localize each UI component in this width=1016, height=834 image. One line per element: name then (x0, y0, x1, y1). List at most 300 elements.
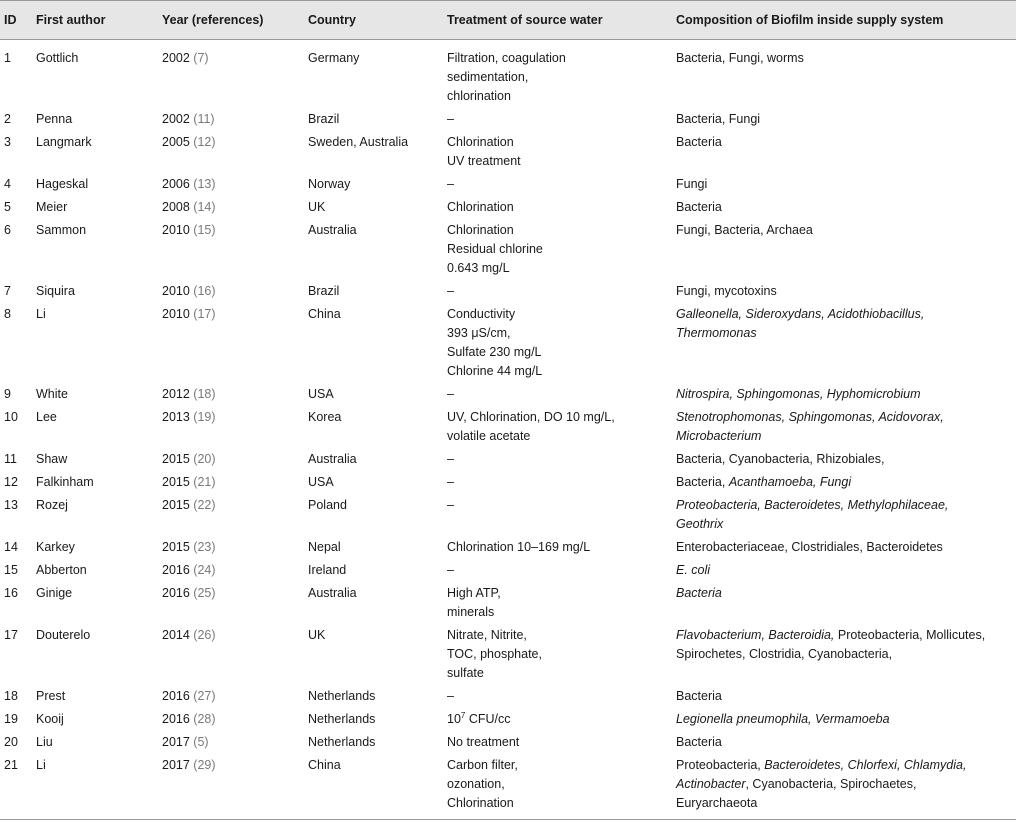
treatment-text: Conductivity (447, 307, 516, 321)
treatment-text: – (447, 452, 454, 466)
cell-treatment (443, 708, 672, 731)
reference-link: (20) (189, 452, 216, 466)
composition-text: Microbacterium (676, 429, 762, 443)
composition-line (676, 733, 1012, 752)
composition-line (676, 756, 1012, 775)
reference-link: (16) (189, 284, 216, 298)
cell-first-author: Shaw (36, 452, 68, 466)
treatment-line (447, 152, 668, 171)
cell-treatment (443, 131, 672, 173)
treatment-line (447, 198, 668, 217)
composition-text: Fungi, mycotoxins (676, 284, 777, 298)
treatment-text: Carbon filter, (447, 758, 518, 772)
composition-text: E. coli (676, 563, 711, 577)
cell-year (158, 731, 304, 754)
cell-country: Brazil (308, 284, 340, 298)
cell-year (158, 471, 304, 494)
year-value: 2014 (162, 628, 190, 642)
composition-line (676, 473, 1012, 492)
cell-treatment (443, 536, 672, 559)
cell-id: 10 (4, 410, 18, 424)
composition-text: Bacteria (676, 135, 722, 149)
year-value: 2013 (162, 410, 190, 424)
treatment-line (447, 240, 668, 259)
cell-country: Brazil (308, 112, 340, 126)
reference-link: (25) (189, 586, 216, 600)
header-treatment: Treatment of source water (443, 1, 672, 40)
composition-text: Fungi (676, 177, 708, 191)
composition-text: Fungi, Bacteria, Archaea (676, 223, 813, 237)
cell-composition (672, 303, 1016, 383)
treatment-text: Nitrate, Nitrite, (447, 628, 527, 642)
header-id: ID (0, 1, 32, 40)
header-year-references: Year (references) (158, 1, 304, 40)
treatment-text: Sulfate 230 mg/L (447, 345, 542, 359)
treatment-line (447, 496, 668, 515)
cell-treatment (443, 383, 672, 406)
treatment-text: 0.643 mg/L (447, 261, 510, 275)
reference-link: (22) (189, 498, 216, 512)
cell-composition (672, 108, 1016, 131)
cell-id: 12 (4, 475, 18, 489)
table-row (0, 219, 1016, 280)
treatment-line (447, 584, 668, 603)
treatment-line (447, 68, 668, 87)
composition-line (676, 710, 1012, 729)
cell-composition (672, 559, 1016, 582)
treatment-text: 10 (447, 712, 461, 726)
treatment-line (447, 343, 668, 362)
cell-id: 13 (4, 498, 18, 512)
cell-year (158, 196, 304, 219)
cell-id: 21 (0, 754, 32, 820)
cell-treatment (443, 173, 672, 196)
cell-country: Ireland (308, 563, 347, 577)
cell-id: 19 (4, 712, 18, 726)
treatment-line (447, 775, 668, 794)
treatment-line (447, 473, 668, 492)
table-row (0, 494, 1016, 536)
treatment-text: CFU/cc (465, 712, 511, 726)
cell-country: Germany (308, 51, 360, 65)
cell-treatment (443, 494, 672, 536)
composition-line (676, 175, 1012, 194)
header-first-author: First author (32, 1, 158, 40)
treatment-text: – (447, 284, 454, 298)
treatment-text: sedimentation, (447, 70, 529, 84)
cell-composition (672, 471, 1016, 494)
year-value: 2015 (162, 498, 190, 512)
composition-line (676, 385, 1012, 404)
treatment-text: UV treatment (447, 154, 521, 168)
cell-first-author: Karkey (36, 540, 75, 554)
cell-composition (672, 731, 1016, 754)
cell-treatment (443, 196, 672, 219)
cell-first-author: Langmark (36, 135, 92, 149)
composition-text: Proteobacteria, Mollicutes, (834, 628, 986, 642)
header-row (0, 1, 1016, 40)
cell-year (158, 40, 304, 109)
reference-link: (11) (189, 112, 215, 126)
table-row (0, 582, 1016, 624)
composition-line (676, 626, 1012, 645)
header-country: Country (304, 1, 443, 40)
table-row (0, 708, 1016, 731)
reference-link: (13) (189, 177, 216, 191)
reference-link: (23) (189, 540, 216, 554)
cell-country: Nepal (308, 540, 341, 554)
reference-link: (24) (189, 563, 216, 577)
reference-link: (19) (189, 410, 216, 424)
cell-first-author: Rozej (36, 498, 68, 512)
composition-text: Enterobacteriaceae, Clostridiales, Bacteroidetes (676, 540, 943, 554)
composition-text: Bacteria (676, 735, 722, 749)
composition-line (676, 49, 1012, 68)
composition-line (676, 496, 1012, 515)
treatment-text: – (447, 112, 454, 126)
cell-country: Australia (308, 223, 357, 237)
reference-link: (18) (189, 387, 216, 401)
cell-first-author: Li (32, 754, 158, 820)
cell-year (158, 624, 304, 685)
treatment-line (447, 110, 668, 129)
cell-country: UK (308, 628, 326, 642)
cell-year (158, 448, 304, 471)
treatment-line (447, 450, 668, 469)
reference-link: (15) (189, 223, 216, 237)
cell-id: 17 (4, 628, 18, 642)
cell-composition (672, 196, 1016, 219)
cell-first-author: Siquira (36, 284, 75, 298)
cell-country: Netherlands (308, 712, 376, 726)
cell-country: Australia (308, 452, 357, 466)
treatment-text: UV, Chlorination, DO 10 mg/L, (447, 410, 615, 424)
composition-text: Bacteroidetes, Chlorfexi, Chlamydia, (764, 758, 967, 772)
cell-country: Netherlands (308, 689, 376, 703)
cell-id: 3 (4, 135, 11, 149)
cell-treatment (443, 754, 672, 820)
cell-year (158, 383, 304, 406)
composition-line (676, 324, 1012, 343)
composition-text: Proteobacteria, Bacteroidetes, Methylophilaceae, (676, 498, 949, 512)
cell-composition (672, 40, 1016, 109)
treatment-text: – (447, 387, 454, 401)
cell-treatment (443, 471, 672, 494)
composition-line (676, 687, 1012, 706)
table-row (0, 40, 1016, 109)
treatment-line (447, 733, 668, 752)
composition-text: Nitrospira, Sphingomonas, Hyphomicrobium (676, 387, 921, 401)
year-value: 2010 (162, 284, 190, 298)
composition-line (676, 305, 1012, 324)
cell-treatment (443, 731, 672, 754)
cell-year (158, 708, 304, 731)
cell-id: 7 (4, 284, 11, 298)
composition-text: Bacteria (676, 200, 722, 214)
reference-link: (12) (189, 135, 216, 149)
cell-treatment (443, 559, 672, 582)
reference-link: (21) (189, 475, 216, 489)
cell-id: 16 (4, 586, 18, 600)
composition-line (676, 110, 1012, 129)
year-value: 2015 (162, 452, 190, 466)
cell-country: China (308, 307, 341, 321)
year-value: 2016 (162, 586, 190, 600)
cell-composition (672, 448, 1016, 471)
cell-id: 9 (4, 387, 11, 401)
cell-year (158, 173, 304, 196)
cell-id: 14 (4, 540, 18, 554)
cell-id: 1 (4, 51, 11, 65)
composition-text: Actinobacter (676, 777, 746, 791)
composition-line (676, 794, 1012, 813)
year-value: 2015 (162, 540, 190, 554)
cell-composition (672, 536, 1016, 559)
treatment-text: sulfate (447, 666, 484, 680)
composition-text: Acanthamoeba, Fungi (728, 475, 852, 489)
cell-first-author: Kooij (36, 712, 64, 726)
treatment-line (447, 385, 668, 404)
reference-link: (27) (189, 689, 216, 703)
treatment-text: 7 (460, 710, 466, 720)
treatment-line (447, 408, 668, 427)
treatment-line (447, 175, 668, 194)
treatment-line (447, 427, 668, 446)
treatment-text: – (447, 177, 454, 191)
treatment-line (447, 282, 668, 301)
year-value: 2012 (162, 387, 190, 401)
treatment-line (447, 87, 668, 106)
treatment-text: volatile acetate (447, 429, 531, 443)
composition-line (676, 584, 1012, 603)
cell-first-author: Abberton (36, 563, 87, 577)
treatment-text: Chlorine 44 mg/L (447, 364, 543, 378)
composition-line (676, 645, 1012, 664)
reference-link: (29) (189, 758, 216, 772)
cell-country: Poland (308, 498, 347, 512)
year-value: 2005 (162, 135, 190, 149)
cell-first-author: Falkinham (36, 475, 94, 489)
cell-first-author: Prest (36, 689, 66, 703)
treatment-line (447, 626, 668, 645)
cell-id: 2 (4, 112, 11, 126)
cell-composition (672, 624, 1016, 685)
cell-year (158, 754, 304, 820)
composition-line (676, 282, 1012, 301)
cell-year (158, 582, 304, 624)
treatment-text: chlorination (447, 89, 511, 103)
cell-first-author: Sammon (36, 223, 87, 237)
cell-year (158, 131, 304, 173)
reference-link: (5) (189, 735, 209, 749)
treatment-line (447, 664, 668, 683)
year-value: 2016 (162, 563, 190, 577)
composition-text: Galleonella, Sideroxydans, Acidothiobacillus, (676, 307, 925, 321)
cell-country: Sweden, Australia (308, 135, 409, 149)
treatment-text: Chlorination (447, 796, 514, 810)
treatment-text: TOC, phosphate, (447, 647, 542, 661)
year-value: 2017 (162, 758, 190, 772)
cell-year (158, 559, 304, 582)
composition-line (676, 538, 1012, 557)
composition-line (676, 133, 1012, 152)
cell-composition (672, 685, 1016, 708)
cell-first-author: Penna (36, 112, 73, 126)
table-row (0, 406, 1016, 448)
year-value: 2010 (162, 307, 190, 321)
cell-first-author: Lee (36, 410, 57, 424)
table-row (0, 303, 1016, 383)
cell-treatment (443, 685, 672, 708)
composition-text: Bacteria (676, 689, 722, 703)
treatment-line (447, 133, 668, 152)
cell-year (158, 685, 304, 708)
table-row (0, 131, 1016, 173)
year-value: 2017 (162, 735, 190, 749)
treatment-text: – (447, 475, 454, 489)
treatment-line (447, 603, 668, 622)
treatment-line (447, 687, 668, 706)
cell-first-author: Meier (36, 200, 68, 214)
cell-country: UK (308, 200, 326, 214)
cell-year (158, 219, 304, 280)
cell-treatment (443, 40, 672, 109)
cell-id: 8 (4, 307, 11, 321)
table-row (0, 173, 1016, 196)
year-value: 2016 (162, 712, 190, 726)
table-body (0, 40, 1016, 820)
table-row (0, 754, 1016, 820)
cell-country: Australia (308, 586, 357, 600)
treatment-line (447, 259, 668, 278)
cell-year (158, 280, 304, 303)
treatment-text: Chlorination 10–169 mg/L (447, 540, 591, 554)
cell-first-author: Li (36, 307, 46, 321)
cell-country: USA (308, 475, 334, 489)
table-row (0, 685, 1016, 708)
cell-composition (672, 494, 1016, 536)
treatment-line (447, 561, 668, 580)
treatment-text: Chlorination (447, 200, 514, 214)
treatment-line (447, 49, 668, 68)
cell-year (158, 303, 304, 383)
cell-country: Netherlands (308, 735, 376, 749)
composition-line (676, 221, 1012, 240)
treatment-text: 393 μS/cm, (447, 326, 511, 340)
treatment-line (447, 756, 668, 775)
header-composition: Composition of Biofilm inside supply system (672, 1, 1016, 40)
cell-treatment (443, 406, 672, 448)
cell-year (158, 406, 304, 448)
treatment-text: No treatment (447, 735, 520, 749)
cell-treatment (443, 219, 672, 280)
composition-text: Bacteria, Fungi (676, 112, 761, 126)
cell-composition (672, 383, 1016, 406)
cell-country: China (304, 754, 443, 820)
composition-line (676, 515, 1012, 534)
cell-first-author: White (36, 387, 68, 401)
cell-first-author: Douterelo (36, 628, 91, 642)
composition-line (676, 427, 1012, 446)
year-value: 2015 (162, 475, 190, 489)
composition-line (676, 775, 1012, 794)
cell-country: Norway (308, 177, 351, 191)
cell-treatment (443, 280, 672, 303)
cell-composition (672, 173, 1016, 196)
table-row (0, 624, 1016, 685)
cell-composition (672, 754, 1016, 820)
table-row (0, 536, 1016, 559)
cell-id: 11 (4, 452, 17, 466)
cell-first-author: Liu (36, 735, 53, 749)
treatment-line (447, 324, 668, 343)
treatment-line (447, 710, 668, 729)
composition-text: Bacteria (676, 586, 722, 600)
treatment-text: High ATP, (447, 586, 501, 600)
year-value: 2006 (162, 177, 190, 191)
cell-composition (672, 280, 1016, 303)
composition-text: Spirochetes, Clostridia, Cyanobacteria, (676, 647, 893, 661)
table-row (0, 280, 1016, 303)
treatment-text: Chlorination (447, 135, 514, 149)
cell-treatment (443, 582, 672, 624)
table-row (0, 731, 1016, 754)
cell-id: 18 (4, 689, 18, 703)
cell-composition (672, 708, 1016, 731)
cell-id: 6 (4, 223, 11, 237)
treatment-line (447, 794, 668, 813)
treatment-text: ozonation, (447, 777, 505, 791)
cell-country: USA (308, 387, 334, 401)
composition-text: Proteobacteria, (676, 758, 765, 772)
year-value: 2002 (162, 112, 190, 126)
composition-line (676, 198, 1012, 217)
composition-line (676, 561, 1012, 580)
cell-composition (672, 131, 1016, 173)
cell-composition (672, 219, 1016, 280)
composition-text: Bacteria, (676, 475, 729, 489)
cell-country: Korea (308, 410, 342, 424)
table-row (0, 196, 1016, 219)
cell-treatment (443, 108, 672, 131)
reference-link: (17) (189, 307, 216, 321)
year-value: 2010 (162, 223, 190, 237)
composition-text: , Cyanobacteria, Spirochaetes, (745, 777, 917, 791)
composition-text: Flavobacterium, Bacteroidia, (676, 628, 835, 642)
reference-link: (26) (189, 628, 216, 642)
composition-text: Euryarchaeota (676, 796, 758, 810)
cell-id: 15 (4, 563, 18, 577)
cell-year (158, 494, 304, 536)
table-row (0, 383, 1016, 406)
composition-line (676, 450, 1012, 469)
treatment-text: Residual chlorine (447, 242, 543, 256)
composition-text: Thermomonas (676, 326, 757, 340)
treatment-text: – (447, 498, 454, 512)
reference-link: (14) (189, 200, 216, 214)
cell-composition (672, 582, 1016, 624)
year-value: 2008 (162, 200, 190, 214)
treatment-line (447, 221, 668, 240)
cell-year (158, 536, 304, 559)
cell-treatment (443, 303, 672, 383)
cell-first-author: Gottlich (36, 51, 79, 65)
treatment-text: – (447, 563, 454, 577)
cell-id: 5 (4, 200, 11, 214)
cell-first-author: Ginige (36, 586, 73, 600)
table-row (0, 108, 1016, 131)
composition-line (676, 408, 1012, 427)
